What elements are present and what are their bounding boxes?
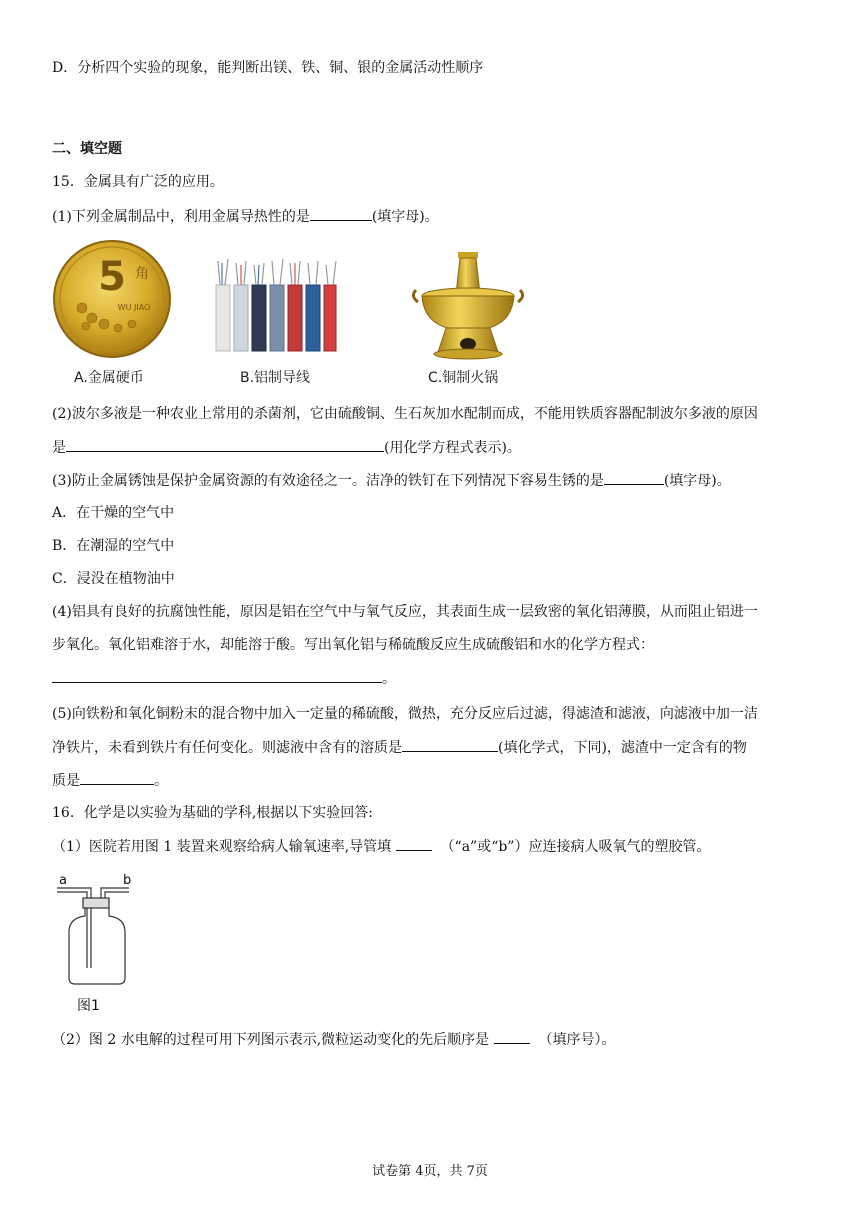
hotpot-image xyxy=(408,250,528,362)
figure1-label-b: b xyxy=(123,873,132,888)
q16-stem: 16．化学是以实验为基础的学科,根据以下实验回答: xyxy=(52,805,373,821)
coin-pinyin-text: WU JIAO xyxy=(117,303,151,312)
q15-5-line3-a: 质是 xyxy=(52,773,80,789)
q15-2-line2-b: (用化学方程式表示)。 xyxy=(384,440,521,456)
q16-1-text xyxy=(52,836,710,857)
q16-2-text-b: （填序号）。 xyxy=(538,1032,616,1048)
page-footer: 试卷第 4页，共 7页 xyxy=(372,1164,488,1179)
q16-1-text-a: （1）医院若用图 1 装置来观察给病人输氧速率,导管填 xyxy=(52,839,392,855)
q15-3-text xyxy=(52,470,731,491)
q15-4-line1: (4)铝具有良好的抗腐蚀性能，原因是铝在空气中与氧气反应，其表面生成一层致密的氧化铝薄膜，从而阻止铝进一 xyxy=(52,604,758,620)
answer-blank[interactable] xyxy=(604,470,664,485)
answer-blank[interactable] xyxy=(494,1029,530,1044)
coin-image xyxy=(52,238,172,360)
q15-3-text-a: (3)防止金属锈蚀是保护金属资源的有效途径之一。洁净的铁钉在下列情况下容易生锈的是 xyxy=(52,473,604,489)
q15-1-text-b: (填字母)。 xyxy=(371,209,439,225)
q15-4-line3-end: 。 xyxy=(382,671,396,687)
wire-image xyxy=(210,255,342,355)
section-title: 二、填空题 xyxy=(52,141,122,157)
answer-blank[interactable] xyxy=(52,668,382,683)
q15-3-text-b: (填字母)。 xyxy=(663,473,731,489)
q15-1-text-a: (1)下列金属制品中，利用金属导热性的是 xyxy=(52,209,310,225)
q15-5-line3 xyxy=(52,770,168,791)
hotpot-caption: C.铜制火锅 xyxy=(428,370,499,386)
option-c: C．浸没在植物油中 xyxy=(52,571,175,587)
answer-blank[interactable] xyxy=(66,437,384,452)
figure1-caption: 图1 xyxy=(77,998,100,1014)
q16-2-text xyxy=(52,1029,616,1050)
q15-2-line1: (2)波尔多液是一种农业上常用的杀菌剂，它由硫酸铜、生石灰加水配制而成，不能用铁质容器配制波尔多液的原因 xyxy=(52,406,758,422)
q16-2-text-a: （2）图 2 水电解的过程可用下列图示表示,微粒运动变化的先后顺序是 xyxy=(52,1032,490,1048)
wire-caption: B.铝制导线 xyxy=(240,370,311,386)
q15-2-line2-a: 是 xyxy=(52,440,66,456)
option-d-text: D．分析四个实验的现象，能判断出镁、铁、铜、银的金属活动性顺序 xyxy=(52,60,484,76)
option-a: A．在干燥的空气中 xyxy=(52,505,175,521)
answer-blank[interactable] xyxy=(396,836,432,851)
coin-char-text: 角 xyxy=(135,266,149,282)
q15-2-line2 xyxy=(52,437,521,458)
answer-blank[interactable] xyxy=(310,206,372,221)
option-b: B．在潮湿的空气中 xyxy=(52,538,175,554)
q15-5-line2-b: (填化学式，下同)，滤渣中一定含有的物 xyxy=(498,740,747,756)
figure1-label-a: a xyxy=(59,873,67,888)
q15-5-line2 xyxy=(52,737,747,758)
q15-5-line2-a: 净铁片，未看到铁片有任何变化。则滤液中含有的溶质是 xyxy=(52,740,402,756)
coin-value-text: 5 xyxy=(98,254,126,300)
answer-blank[interactable] xyxy=(402,737,498,752)
q15-4-line3 xyxy=(52,668,396,689)
q15-5-line3-b: 。 xyxy=(154,773,168,789)
coin-caption: A.金属硬币 xyxy=(74,370,144,386)
q15-stem: 15．金属具有广泛的应用。 xyxy=(52,174,224,190)
q15-4-line2: 步氧化。氧化铝难溶于水，却能溶于酸。写出氧化铝与稀硫酸反应生成硫酸铝和水的化学方程式： xyxy=(52,637,654,653)
q15-1-text xyxy=(52,206,439,227)
figure1-bottle xyxy=(55,870,145,1018)
q16-1-text-b: （“a”或“b”）应连接病人吸氧气的塑胶管。 xyxy=(440,839,711,855)
q15-5-line1: (5)向铁粉和氧化铜粉末的混合物中加入一定量的稀硫酸，微热，充分反应后过滤，得滤渣和滤液，向滤液中加一洁 xyxy=(52,706,758,722)
answer-blank[interactable] xyxy=(80,770,154,785)
